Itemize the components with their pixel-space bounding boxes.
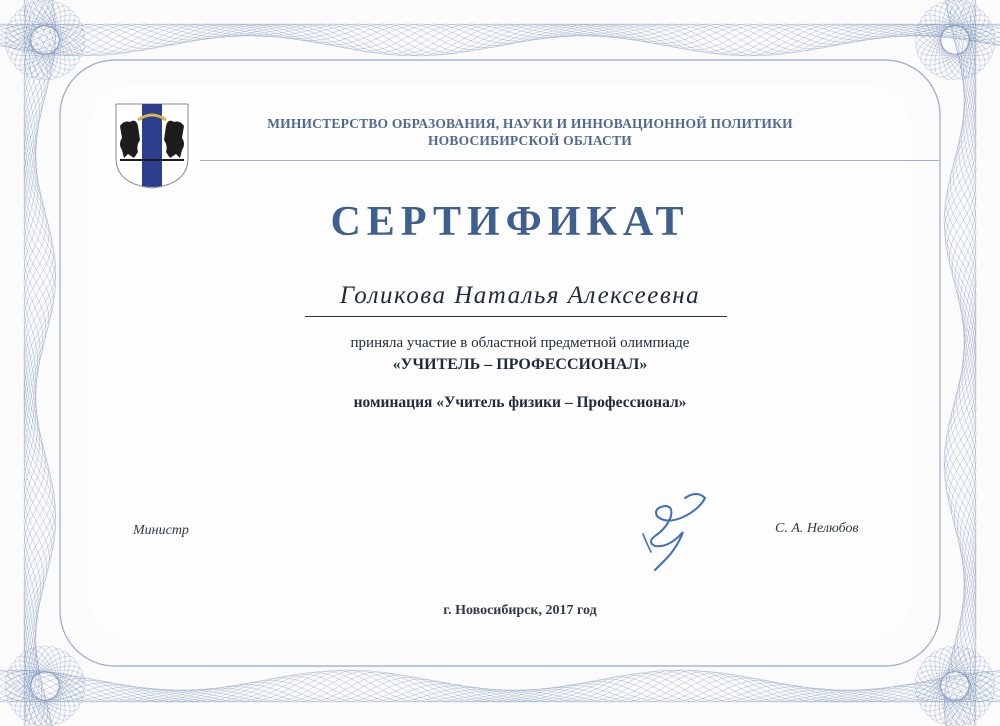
nomination-text: номинация «Учитель физики – Профессионал» [353, 394, 687, 411]
ministry-name-line1: МИНИСТЕРСТВО ОБРАЗОВАНИЯ, НАУКИ И ИННОВАЦИОННОЙ ПОЛИТИКИ [267, 116, 793, 131]
handwritten-signature-icon [625, 488, 715, 573]
recipient-underline [305, 316, 727, 317]
ministry-header [210, 115, 850, 149]
ministry-name-line2: НОВОСИБИРСКОЙ ОБЛАСТИ [427, 133, 633, 148]
olympiad-name: «УЧИТЕЛЬ – ПРОФЕССИОНАЛ» [392, 356, 648, 373]
place-and-date: г. Новосибирск, 2017 год [443, 603, 597, 618]
participation-text: приняла участие в областной предметной олимпиаде [350, 335, 690, 351]
signatory-name: С. А. Нелюбов [775, 521, 859, 536]
novosibirsk-coat-of-arms-icon [112, 100, 192, 190]
certificate-title: СЕРТИФИКАТ [330, 199, 690, 245]
recipient-name: Голикова Наталья Алексеевна [339, 282, 701, 309]
header-divider [200, 160, 940, 161]
signatory-position: Министр [133, 523, 189, 538]
